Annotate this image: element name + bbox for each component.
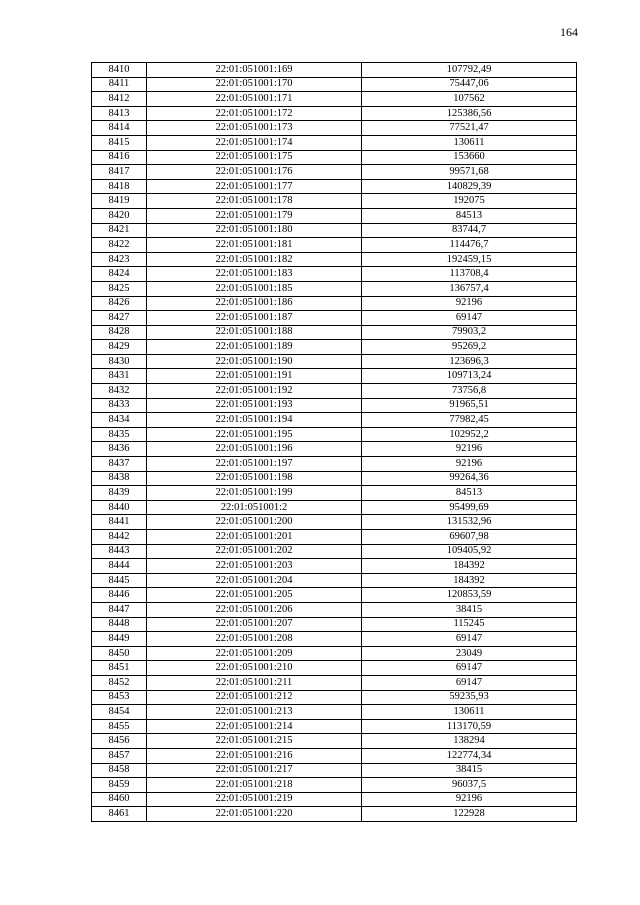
row-number-cell: 8454: [92, 705, 147, 720]
row-number-cell: 8457: [92, 748, 147, 763]
cadastral-number-cell: 22:01:051001:217: [147, 763, 362, 778]
row-number-cell: 8436: [92, 442, 147, 457]
table-row: [92, 369, 577, 384]
cadastral-value-cell: 136757,4: [362, 281, 577, 296]
row-number-cell: 8433: [92, 398, 147, 413]
cadastral-number-cell: 22:01:051001:211: [147, 675, 362, 690]
cadastral-number-cell: 22:01:051001:209: [147, 646, 362, 661]
cadastral-number-cell: 22:01:051001:169: [147, 63, 362, 78]
cadastral-number-cell: 22:01:051001:170: [147, 77, 362, 92]
table-row: [92, 500, 577, 515]
row-number-cell: 8422: [92, 238, 147, 253]
table-row: [92, 238, 577, 253]
table-row: [92, 296, 577, 311]
cadastral-number-cell: 22:01:051001:218: [147, 778, 362, 793]
cadastral-number-cell: 22:01:051001:204: [147, 573, 362, 588]
cadastral-number-cell: 22:01:051001:2: [147, 500, 362, 515]
table-row: [92, 194, 577, 209]
cadastral-number-cell: 22:01:051001:212: [147, 690, 362, 705]
table-row: [92, 413, 577, 428]
cadastral-value-cell: 107792,49: [362, 63, 577, 78]
table-row: [92, 515, 577, 530]
cadastral-number-cell: 22:01:051001:205: [147, 588, 362, 603]
row-number-cell: 8411: [92, 77, 147, 92]
cadastral-value-cell: 184392: [362, 573, 577, 588]
cadastral-number-cell: 22:01:051001:187: [147, 311, 362, 326]
table-row: [92, 398, 577, 413]
table-row: [92, 530, 577, 545]
table-row: [92, 325, 577, 340]
row-number-cell: 8449: [92, 632, 147, 647]
cadastral-number-cell: 22:01:051001:189: [147, 340, 362, 355]
cadastral-value-cell: 192075: [362, 194, 577, 209]
cadastral-value-cell: 75447,06: [362, 77, 577, 92]
table-row: [92, 121, 577, 136]
table-body: [92, 63, 577, 822]
cadastral-value-cell: 91965,51: [362, 398, 577, 413]
cadastral-value-cell: 84513: [362, 208, 577, 223]
table-row: [92, 632, 577, 647]
table-row: [92, 442, 577, 457]
cadastral-number-cell: 22:01:051001:215: [147, 734, 362, 749]
cadastral-value-cell: 38415: [362, 602, 577, 617]
cadastral-value-cell: 122928: [362, 807, 577, 822]
cadastral-value-cell: 77982,45: [362, 413, 577, 428]
row-number-cell: 8418: [92, 179, 147, 194]
cadastral-number-cell: 22:01:051001:171: [147, 92, 362, 107]
row-number-cell: 8447: [92, 602, 147, 617]
row-number-cell: 8456: [92, 734, 147, 749]
cadastral-number-cell: 22:01:051001:186: [147, 296, 362, 311]
cadastral-value-cell: 95499,69: [362, 500, 577, 515]
cadastral-value-cell: 140829,39: [362, 179, 577, 194]
table-row: [92, 165, 577, 180]
cadastral-value-cell: 122774,34: [362, 748, 577, 763]
table-row: [92, 807, 577, 822]
table-row: [92, 223, 577, 238]
cadastral-value-cell: 59235,93: [362, 690, 577, 705]
row-number-cell: 8429: [92, 340, 147, 355]
cadastral-number-cell: 22:01:051001:220: [147, 807, 362, 822]
cadastral-value-cell: 92196: [362, 457, 577, 472]
cadastral-number-cell: 22:01:051001:197: [147, 457, 362, 472]
cadastral-number-cell: 22:01:051001:194: [147, 413, 362, 428]
row-number-cell: 8423: [92, 252, 147, 267]
table-row: [92, 734, 577, 749]
cadastral-value-cell: 84513: [362, 486, 577, 501]
row-number-cell: 8460: [92, 792, 147, 807]
table-row: [92, 675, 577, 690]
cadastral-value-table: [91, 62, 577, 822]
cadastral-number-cell: 22:01:051001:213: [147, 705, 362, 720]
table-row: [92, 150, 577, 165]
row-number-cell: 8430: [92, 354, 147, 369]
cadastral-number-cell: 22:01:051001:188: [147, 325, 362, 340]
table-row: [92, 544, 577, 559]
cadastral-value-cell: 114476,7: [362, 238, 577, 253]
cadastral-value-cell: 79903,2: [362, 325, 577, 340]
table-row: [92, 646, 577, 661]
cadastral-number-cell: 22:01:051001:175: [147, 150, 362, 165]
row-number-cell: 8451: [92, 661, 147, 676]
row-number-cell: 8444: [92, 559, 147, 574]
row-number-cell: 8427: [92, 311, 147, 326]
cadastral-number-cell: 22:01:051001:201: [147, 530, 362, 545]
cadastral-value-cell: 77521,47: [362, 121, 577, 136]
table-row: [92, 471, 577, 486]
cadastral-value-cell: 153660: [362, 150, 577, 165]
row-number-cell: 8425: [92, 281, 147, 296]
cadastral-number-cell: 22:01:051001:192: [147, 384, 362, 399]
row-number-cell: 8437: [92, 457, 147, 472]
table-row: [92, 602, 577, 617]
row-number-cell: 8459: [92, 778, 147, 793]
table-row: [92, 705, 577, 720]
cadastral-number-cell: 22:01:051001:195: [147, 427, 362, 442]
table-row: [92, 588, 577, 603]
row-number-cell: 8421: [92, 223, 147, 238]
cadastral-number-cell: 22:01:051001:210: [147, 661, 362, 676]
cadastral-value-cell: 138294: [362, 734, 577, 749]
row-number-cell: 8461: [92, 807, 147, 822]
cadastral-value-cell: 131532,96: [362, 515, 577, 530]
table-row: [92, 267, 577, 282]
cadastral-number-cell: 22:01:051001:177: [147, 179, 362, 194]
cadastral-value-cell: 69147: [362, 632, 577, 647]
table-row: [92, 311, 577, 326]
row-number-cell: 8458: [92, 763, 147, 778]
row-number-cell: 8443: [92, 544, 147, 559]
row-number-cell: 8446: [92, 588, 147, 603]
row-number-cell: 8420: [92, 208, 147, 223]
cadastral-number-cell: 22:01:051001:206: [147, 602, 362, 617]
row-number-cell: 8417: [92, 165, 147, 180]
cadastral-value-cell: 83744,7: [362, 223, 577, 238]
page-number: 164: [560, 25, 578, 39]
row-number-cell: 8441: [92, 515, 147, 530]
row-number-cell: 8410: [92, 63, 147, 78]
cadastral-number-cell: 22:01:051001:219: [147, 792, 362, 807]
table-row: [92, 427, 577, 442]
row-number-cell: 8428: [92, 325, 147, 340]
table-row: [92, 340, 577, 355]
cadastral-number-cell: 22:01:051001:174: [147, 135, 362, 150]
cadastral-number-cell: 22:01:051001:196: [147, 442, 362, 457]
table-row: [92, 135, 577, 150]
table-row: [92, 77, 577, 92]
row-number-cell: 8442: [92, 530, 147, 545]
row-number-cell: 8414: [92, 121, 147, 136]
cadastral-value-cell: 115245: [362, 617, 577, 632]
table-row: [92, 486, 577, 501]
row-number-cell: 8435: [92, 427, 147, 442]
cadastral-value-cell: 69607,98: [362, 530, 577, 545]
table-row: [92, 617, 577, 632]
table-row: [92, 748, 577, 763]
table-row: [92, 457, 577, 472]
cadastral-number-cell: 22:01:051001:207: [147, 617, 362, 632]
cadastral-value-cell: 109713,24: [362, 369, 577, 384]
cadastral-number-cell: 22:01:051001:199: [147, 486, 362, 501]
cadastral-number-cell: 22:01:051001:181: [147, 238, 362, 253]
row-number-cell: 8450: [92, 646, 147, 661]
table-row: [92, 208, 577, 223]
table-row: [92, 384, 577, 399]
cadastral-number-cell: 22:01:051001:172: [147, 106, 362, 121]
cadastral-value-cell: 125386,56: [362, 106, 577, 121]
table-row: [92, 763, 577, 778]
cadastral-number-cell: 22:01:051001:180: [147, 223, 362, 238]
cadastral-number-cell: 22:01:051001:185: [147, 281, 362, 296]
cadastral-number-cell: 22:01:051001:198: [147, 471, 362, 486]
row-number-cell: 8440: [92, 500, 147, 515]
row-number-cell: 8453: [92, 690, 147, 705]
cadastral-value-cell: 96037,5: [362, 778, 577, 793]
row-number-cell: 8448: [92, 617, 147, 632]
cadastral-value-cell: 102952,2: [362, 427, 577, 442]
cadastral-number-cell: 22:01:051001:203: [147, 559, 362, 574]
table-row: [92, 778, 577, 793]
cadastral-number-cell: 22:01:051001:178: [147, 194, 362, 209]
row-number-cell: 8439: [92, 486, 147, 501]
table-row: [92, 559, 577, 574]
cadastral-value-cell: 113708,4: [362, 267, 577, 282]
cadastral-value-cell: 92196: [362, 792, 577, 807]
cadastral-number-cell: 22:01:051001:202: [147, 544, 362, 559]
table-row: [92, 573, 577, 588]
row-number-cell: 8434: [92, 413, 147, 428]
table-row: [92, 106, 577, 121]
row-number-cell: 8431: [92, 369, 147, 384]
cadastral-number-cell: 22:01:051001:200: [147, 515, 362, 530]
row-number-cell: 8415: [92, 135, 147, 150]
table-row: [92, 661, 577, 676]
row-number-cell: 8412: [92, 92, 147, 107]
cadastral-value-cell: 38415: [362, 763, 577, 778]
cadastral-value-cell: 69147: [362, 675, 577, 690]
row-number-cell: 8413: [92, 106, 147, 121]
cadastral-value-cell: 95269,2: [362, 340, 577, 355]
cadastral-value-cell: 23049: [362, 646, 577, 661]
cadastral-value-cell: 130611: [362, 135, 577, 150]
cadastral-number-cell: 22:01:051001:183: [147, 267, 362, 282]
table-row: [92, 354, 577, 369]
cadastral-value-cell: 69147: [362, 661, 577, 676]
row-number-cell: 8419: [92, 194, 147, 209]
cadastral-value-cell: 113170,59: [362, 719, 577, 734]
cadastral-value-cell: 92196: [362, 296, 577, 311]
cadastral-number-cell: 22:01:051001:214: [147, 719, 362, 734]
cadastral-number-cell: 22:01:051001:176: [147, 165, 362, 180]
cadastral-number-cell: 22:01:051001:191: [147, 369, 362, 384]
cadastral-value-cell: 109405,92: [362, 544, 577, 559]
cadastral-number-cell: 22:01:051001:190: [147, 354, 362, 369]
cadastral-value-cell: 107562: [362, 92, 577, 107]
row-number-cell: 8426: [92, 296, 147, 311]
table-row: [92, 792, 577, 807]
table-row: [92, 690, 577, 705]
cadastral-value-cell: 92196: [362, 442, 577, 457]
row-number-cell: 8438: [92, 471, 147, 486]
cadastral-number-cell: 22:01:051001:216: [147, 748, 362, 763]
cadastral-value-cell: 192459,15: [362, 252, 577, 267]
table-row: [92, 252, 577, 267]
cadastral-value-cell: 120853,59: [362, 588, 577, 603]
cadastral-value-cell: 73756,8: [362, 384, 577, 399]
table-row: [92, 63, 577, 78]
cadastral-number-cell: 22:01:051001:193: [147, 398, 362, 413]
row-number-cell: 8445: [92, 573, 147, 588]
row-number-cell: 8424: [92, 267, 147, 282]
cadastral-value-cell: 69147: [362, 311, 577, 326]
row-number-cell: 8455: [92, 719, 147, 734]
table-row: [92, 92, 577, 107]
cadastral-value-cell: 130611: [362, 705, 577, 720]
table-row: [92, 179, 577, 194]
row-number-cell: 8432: [92, 384, 147, 399]
cadastral-value-cell: 99571,68: [362, 165, 577, 180]
row-number-cell: 8416: [92, 150, 147, 165]
table-row: [92, 719, 577, 734]
row-number-cell: 8452: [92, 675, 147, 690]
cadastral-number-cell: 22:01:051001:173: [147, 121, 362, 136]
table-row: [92, 281, 577, 296]
cadastral-number-cell: 22:01:051001:179: [147, 208, 362, 223]
cadastral-value-cell: 99264,36: [362, 471, 577, 486]
cadastral-number-cell: 22:01:051001:182: [147, 252, 362, 267]
cadastral-value-cell: 184392: [362, 559, 577, 574]
cadastral-value-cell: 123696,3: [362, 354, 577, 369]
cadastral-number-cell: 22:01:051001:208: [147, 632, 362, 647]
